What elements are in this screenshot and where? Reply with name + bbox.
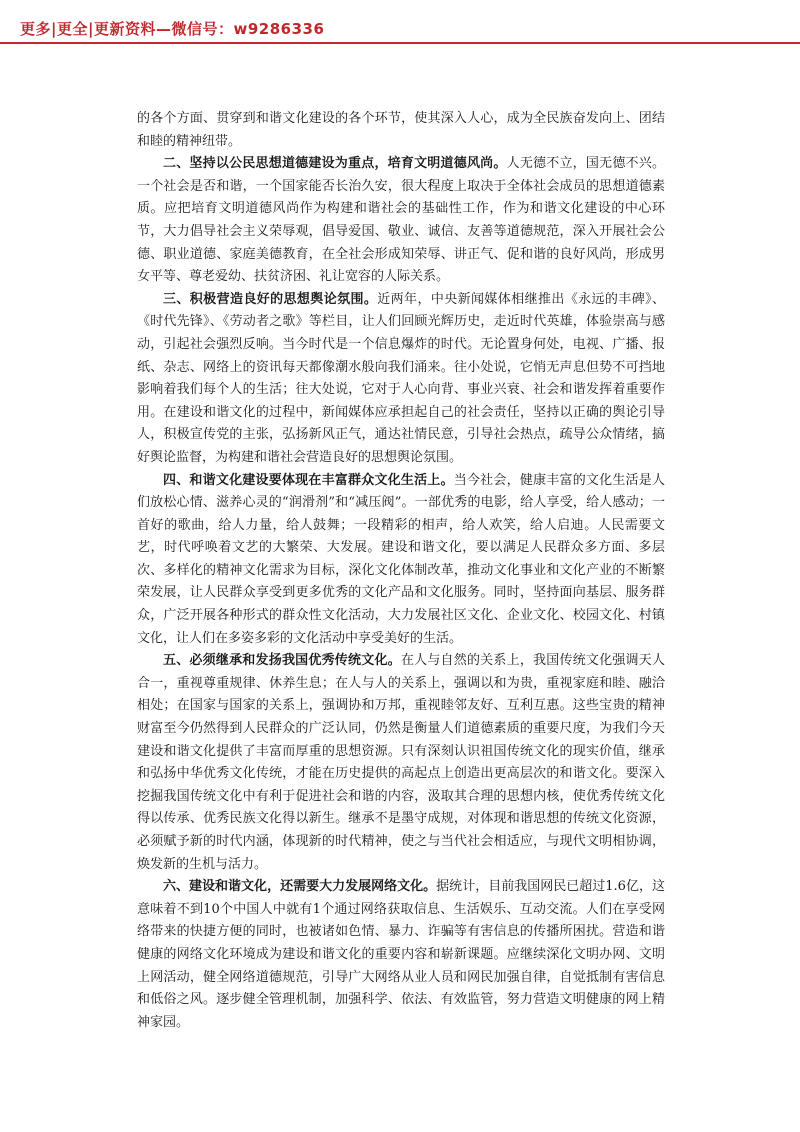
- paragraph-section-5: [137, 650, 665, 876]
- section-heading: 四、和谐文化建设要体现在丰富群众文化生活上。: [163, 472, 454, 488]
- document-body: [137, 108, 665, 1034]
- paragraph-body: 当今社会，健康丰富的文化生活是人们放松心情、滋养心灵的“润滑剂”和“减压阀”。一部优秀的电影，给人享受，给人感动；一首好的歌曲，给人力量，给人鼓舞；一段精彩的相声，给人欢笑，给人启迪。人民需要文艺，时代呼唤着文艺的大繁荣、大发展。建设和谐文化，要以满足人民群众多方面、多层次、多样化的精神文化需求为目标，深化文化体制改革，推动文化事业和文化产业的不断繁荣发展，让人民群众享受到更多优秀的文化产品和文化服务。同时，坚持面向基层、服务群众，广泛开展各种形式的群众性文化活动，大力发展社区文化、企业文化、校园文化、村镇文化，让人们在多姿多彩的文化活动中享受美好的生活。: [137, 472, 665, 646]
- paragraph-body: 的各个方面、贯穿到和谐文化建设的各个环节，使其深入人心，成为全民族奋发向上、团结和睦的精神纽带。: [137, 111, 665, 149]
- paragraph-section-6: [137, 876, 665, 1034]
- section-heading: 六、建设和谐文化，还需要大力发展网络文化。: [163, 879, 437, 895]
- paragraph-body: 在人与自然的关系上，我国传统文化强调天人合一，重视尊重规律、休养生息；在人与人的关系上，强调以和为贵，重视家庭和睦、融洽相处；在国家与国家的关系上，强调协和万邦，重视睦邻友好、互利互惠。这些宝贵的精神财富至今仍然得到人民群众的广泛认同，仍然是衡量人们道德素质的重要尺度，为我们今天建设和谐文化提供了丰富而厚重的思想资源。只有深刻认识祖国传统文化的现实价值，继承和弘扬中华优秀文化传统，才能在历史提供的高起点上创造出更高层次的和谐文化。要深入挖掘我国传统文化中有利于促进社会和谐的内容，汲取其合理的思想内核，使优秀传统文化得以传承、优秀民族文化得以新生。继承不是墨守成规，对体现和谐思想的传统文化资源，必须赋予新的时代内涵，体现新的时代精神，使之与当代社会相适应，与现代文明相协调，焕发新的生机与活力。: [137, 653, 665, 872]
- paragraph-body: 人无德不立，国无德不兴。一个社会是否和谐，一个国家能否长治久安，很大程度上取决于全体社会成员的思想道德素质。应把培育文明道德风尚作为构建和谐社会的基础性工作，作为和谐文化建设的中心环节，大力倡导社会主义荣辱观，倡导爱国、敬业、诚信、友善等道德规范，深入开展社会公德、职业道德、家庭美德教育，在全社会形成知荣辱、讲正气、促和谐的良好风尚，形成男女平等、尊老爱幼、扶贫济困、礼让宽容的人际关系。: [137, 156, 665, 285]
- section-heading: 二、坚持以公民思想道德建设为重点，培育文明道德风尚。: [163, 156, 507, 172]
- paragraph-continuation: [137, 108, 665, 153]
- header-divider: [0, 42, 800, 44]
- section-heading: 三、积极营造良好的思想舆论氛围。: [163, 291, 378, 307]
- paragraph-section-2: [137, 153, 665, 289]
- paragraph-section-3: [137, 289, 665, 470]
- paragraph-body: 据统计，目前我国网民已超过1.6亿，这意味着不到10个中国人中就有1个通过网络获取信息、生活娱乐、互动交流。人们在享受网络带来的快捷方便的同时，也被诸如色情、暴力、诈骗等有害信息的传播所困扰。营造和谐健康的网络文化环境成为建设和谐文化的重要内容和崭新课题。应继续深化文明办网、文明上网活动，健全网络道德规范，引导广大网络从业人员和网民加强自律，自觉抵制有害信息和低俗之风。逐步健全管理机制，加强科学、依法、有效监管，努力营造文明健康的网上精神家园。: [137, 879, 665, 1030]
- header-banner: 更多|更全|更新资料—微信号：w9286336: [20, 20, 325, 38]
- paragraph-body: 近两年，中央新闻媒体相继推出《永远的丰碑》、《时代先锋》、《劳动者之歌》等栏目，让人们回顾光辉历史，走近时代英雄，体验崇高与感动，引起社会强烈反响。当今时代是一个信息爆炸的时代。无论置身何处，电视、广播、报纸、杂志、网络上的资讯每天都像潮水般向我们涌来。往小处说，它悄无声息但势不可挡地影响着我们每个人的生活；往大处说，它对于人心向背、事业兴衰、社会和谐发挥着重要作用。在建设和谐文化的过程中，新闻媒体应承担起自己的社会责任，坚持以正确的舆论引导人，积极宣传党的主张，弘扬新风正气，通达社情民意，引导社会热点，疏导公众情绪，搞好舆论监督，为构建和谐社会营造良好的思想舆论氛围。: [137, 291, 665, 465]
- paragraph-section-4: [137, 470, 665, 651]
- section-heading: 五、必须继承和发扬我国优秀传统文化。: [163, 653, 401, 669]
